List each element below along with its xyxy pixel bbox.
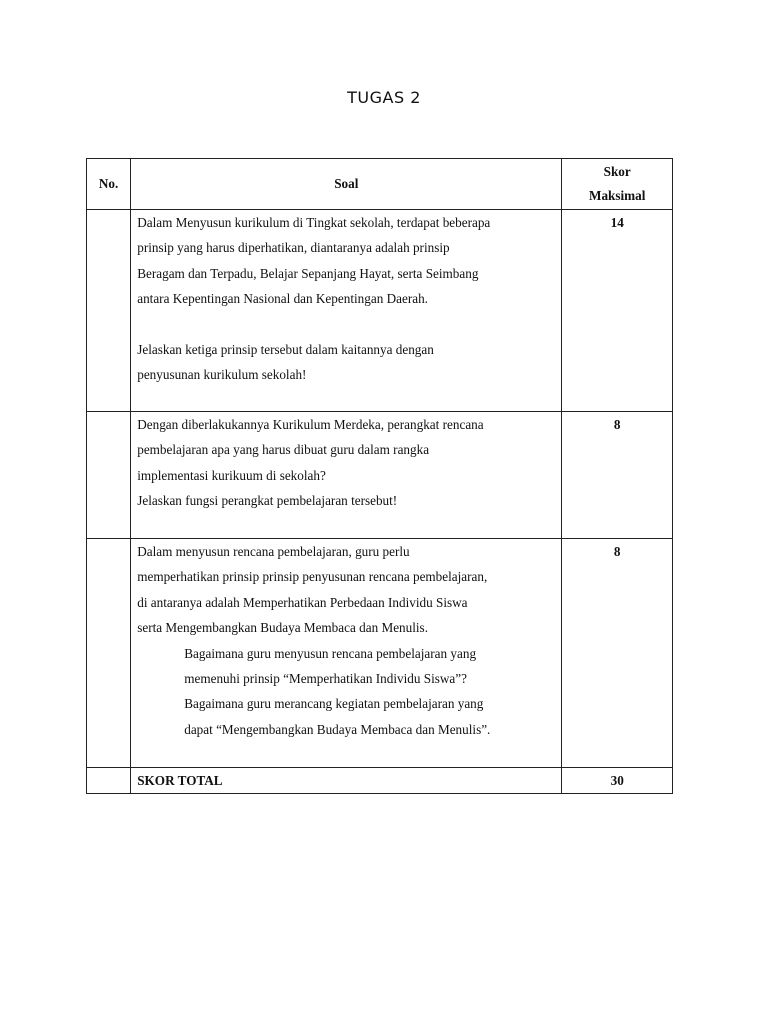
header-no: No.: [87, 159, 131, 210]
header-skor-line1: Skor: [603, 164, 631, 179]
table-row: [87, 539, 673, 768]
question-line: penyusunan kurikulum sekolah!: [137, 367, 307, 383]
question-line: antara Kepentingan Nasional dan Kepentingan Daerah.: [137, 291, 428, 307]
question-line: Dalam Menyusun kurikulum di Tingkat sekolah, terdapat beberapa: [137, 215, 491, 230]
question-line: Beragam dan Terpadu, Belajar Sepanjang Hayat, serta Seimbang: [137, 265, 479, 281]
score-cell: 8: [562, 412, 673, 539]
question-cell: [131, 539, 562, 768]
question-line: Jelaskan fungsi perangkat pembelajaran tersebut!: [137, 493, 398, 509]
question-line: implementasi kurikuum di sekolah?: [137, 467, 326, 483]
score-cell: 8: [562, 539, 673, 768]
sub-question-line: dapat “Mengembangkan Budaya Membaca dan Menulis”.: [184, 721, 491, 737]
sub-question-line: memenuhi prinsip “Memperhatikan Individu Siswa”?: [184, 671, 467, 687]
question-line: di antaranya adalah Memperhatikan Perbedaan Individu Siswa: [137, 594, 468, 610]
question-cell: [131, 412, 562, 539]
assignment-table: [86, 158, 673, 794]
question-line: pembelajaran apa yang harus dibuat guru dalam rangka: [137, 442, 430, 458]
page-title: TUGAS 2: [347, 88, 421, 107]
header-soal: Soal: [131, 159, 562, 210]
table-row: [87, 412, 673, 539]
question-line: prinsip yang harus diperhatikan, diantaranya adalah prinsip: [137, 240, 450, 256]
header-skor-line2: Maksimal: [589, 188, 646, 203]
paragraph-gap: [137, 312, 557, 337]
row-number-cell: [87, 768, 131, 794]
sub-question-line: Bagaimana guru menyusun rencana pembelajaran yang: [184, 645, 477, 661]
row-number-cell: [87, 539, 131, 768]
question-line: Dalam menyusun rencana pembelajaran, guru perlu: [137, 544, 410, 559]
row-number-cell: [87, 412, 131, 539]
total-row: [87, 768, 673, 794]
score-cell: 14: [562, 210, 673, 412]
question-line: serta Mengembangkan Budaya Membaca dan Menulis.: [137, 620, 428, 636]
header-skor-maksimal: [562, 159, 673, 210]
table-row: [87, 210, 673, 412]
total-score: 30: [562, 768, 673, 794]
table-header-row: [87, 159, 673, 210]
sub-question-line: Bagaimana guru merancang kegiatan pembelajaran yang: [184, 696, 484, 712]
total-label: SKOR TOTAL: [131, 768, 562, 794]
question-line: Dengan diberlakukannya Kurikulum Merdeka, perangkat rencana: [137, 417, 484, 432]
question-cell: [131, 210, 562, 412]
question-line: Jelaskan ketiga prinsip tersebut dalam kaitannya dengan: [137, 341, 434, 357]
row-number-cell: [87, 210, 131, 412]
question-line: memperhatikan prinsip prinsip penyusunan rencana pembelajaran,: [137, 569, 488, 585]
